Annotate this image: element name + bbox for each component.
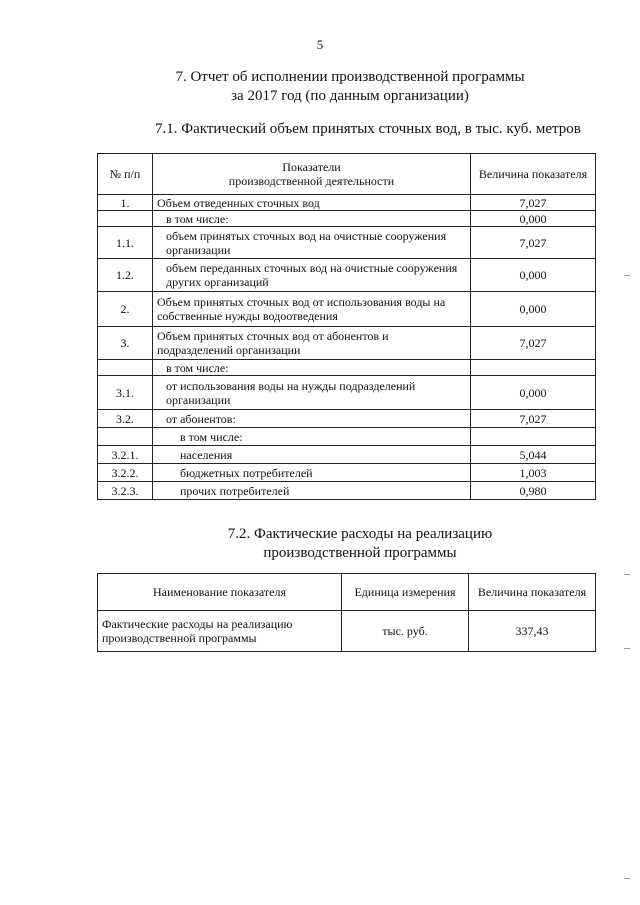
header-num: № п/п (98, 154, 153, 195)
row-name: бюджетных потребителей (153, 464, 471, 482)
table-row (98, 259, 596, 292)
row-name: объем принятых сточных вод на очистные сооружения организации (153, 227, 471, 259)
section-7-2-title (40, 525, 640, 563)
header-name: Наименование показателя (98, 574, 342, 611)
section-7-title-line2: за 2017 год (по данным организации) (231, 88, 469, 104)
table-row (98, 446, 596, 464)
table-row (98, 211, 596, 227)
header-value: Величина показателя (471, 154, 596, 195)
row-name: от использования воды на нужды подразделений организации (153, 376, 471, 410)
table-row (98, 464, 596, 482)
row-name: Фактические расходы на реализацию производственной программы (98, 611, 342, 652)
table-header-row (98, 154, 596, 195)
scan-mark (624, 275, 630, 276)
table-row (98, 376, 596, 410)
row-num: 3.2.3. (98, 482, 153, 500)
row-num: 2. (98, 292, 153, 327)
row-num: 3.2. (98, 410, 153, 428)
section-7-2-title-line1: 7.2. Фактические расходы на реализацию (227, 526, 493, 542)
row-num: 3. (98, 327, 153, 360)
row-value: 7,027 (471, 327, 596, 360)
row-value: 0,000 (471, 259, 596, 292)
row-value: 7,027 (471, 195, 596, 211)
table-row (98, 482, 596, 500)
row-value: 1,003 (471, 464, 596, 482)
table-row (98, 428, 596, 446)
row-name: в том числе: (153, 211, 471, 227)
row-num (98, 211, 153, 227)
section-7-title-line1: 7. Отчет об исполнении производственной программы (175, 69, 525, 85)
row-value: 337,43 (469, 611, 596, 652)
table-row (98, 195, 596, 211)
section-7-2-title-line2: производственной программы (263, 545, 457, 561)
row-num (98, 360, 153, 376)
row-num: 3.2.1. (98, 446, 153, 464)
row-value (471, 360, 596, 376)
page-number: 5 (316, 37, 324, 52)
row-num: 1. (98, 195, 153, 211)
header-indicator-line2: производственной деятельности (228, 174, 395, 188)
row-name: Объем принятых сточных вод от использования воды на собственные нужды водоотведения (153, 292, 471, 327)
table-row (98, 410, 596, 428)
section-7-1-title: 7.1. Фактический объем принятых сточных вод, в тыс. куб. метров (155, 121, 581, 137)
row-num: 1.2. (98, 259, 153, 292)
row-name: в том числе: (153, 360, 471, 376)
row-name: объем переданных сточных вод на очистные сооружения других организаций (153, 259, 471, 292)
header-indicator-line1: Показатели (282, 160, 341, 174)
table-row (98, 611, 596, 652)
header-indicator (153, 154, 471, 195)
row-value: 0,000 (471, 376, 596, 410)
scan-mark (624, 574, 630, 575)
row-num: 3.1. (98, 376, 153, 410)
row-name: в том числе: (153, 428, 471, 446)
row-value (471, 428, 596, 446)
row-value: 7,027 (471, 227, 596, 259)
row-name: Объем принятых сточных вод от абонентов и подразделений организации (153, 327, 471, 360)
row-value: 7,027 (471, 410, 596, 428)
table-row (98, 327, 596, 360)
row-name: от абонентов: (153, 410, 471, 428)
row-num (98, 428, 153, 446)
row-name: прочих потребителей (153, 482, 471, 500)
row-value: 0,000 (471, 211, 596, 227)
wastewater-volume-table (97, 153, 596, 500)
table-row (98, 227, 596, 259)
row-name: населения (153, 446, 471, 464)
row-name: Объем отведенных сточных вод (153, 195, 471, 211)
section-7-title (30, 68, 640, 106)
row-unit: тыс. руб. (342, 611, 469, 652)
row-value: 0,000 (471, 292, 596, 327)
table-row (98, 292, 596, 327)
table-row (98, 360, 596, 376)
row-value: 5,044 (471, 446, 596, 464)
row-num: 1.1. (98, 227, 153, 259)
header-value: Величина показателя (469, 574, 596, 611)
row-value: 0,980 (471, 482, 596, 500)
scan-mark (624, 648, 630, 649)
scan-mark (624, 878, 630, 879)
row-num: 3.2.2. (98, 464, 153, 482)
expenses-table (97, 573, 596, 652)
table-header-row (98, 574, 596, 611)
header-unit: Единица измерения (342, 574, 469, 611)
